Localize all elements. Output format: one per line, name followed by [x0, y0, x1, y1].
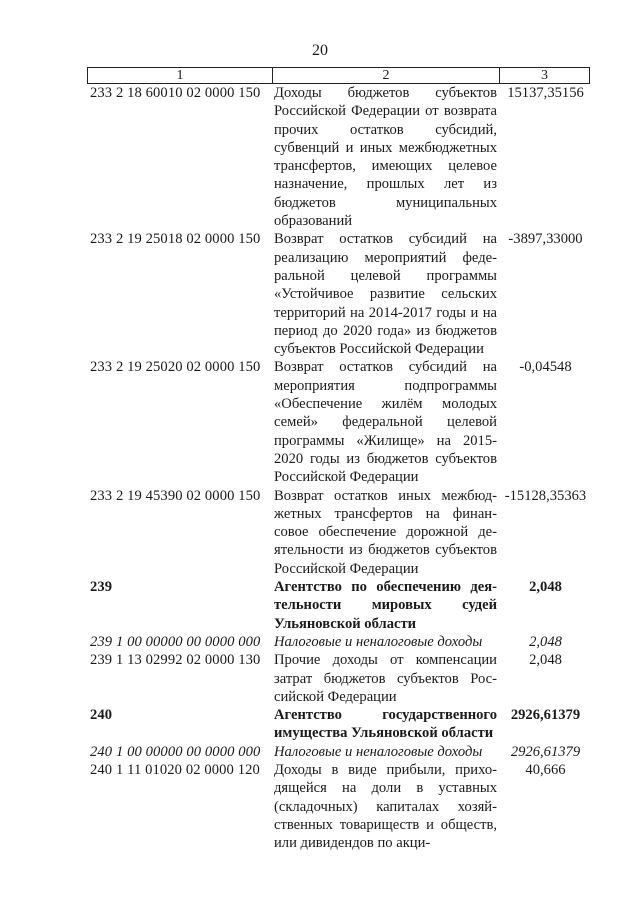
header-col-2: 2 [273, 68, 500, 83]
table-row-subtotal [87, 743, 592, 761]
row-code: 239 1 13 02992 02 0000 130 [90, 652, 261, 669]
row-amount: 15137,35156 [507, 85, 584, 101]
row-amount: -15128,35363 [504, 487, 587, 504]
row-code: 233 2 18 60010 02 0000 150 [90, 85, 261, 101]
row-name: Возврат остатков субсидий на реализацию мероприятий федеральной целевой программы «Устойчивое развитие сельских территорий на 2014-2017 годы и на период до 2020 года» из бюджетов субъектов Российской Федерации [274, 231, 497, 358]
row-amount: 2,048 [529, 579, 562, 596]
row-amount: 2,048 [529, 652, 562, 669]
row-code: 233 2 19 25018 02 0000 150 [90, 231, 261, 248]
table-row [87, 761, 592, 852]
row-name: Возврат остатков иных межбюджетных трансфертов на финансовое обеспечение дорожной деятельности из бюджетов субъектов Российской Федерации [274, 487, 497, 577]
header-col-1: 1 [88, 68, 273, 83]
table-row [87, 230, 592, 358]
table-row-section [87, 706, 592, 743]
row-amount: -0,04548 [519, 359, 572, 376]
header-col-3: 3 [541, 68, 548, 83]
row-name: Налоговые и неналоговые доходы [274, 743, 483, 760]
row-amount: -3897,33000 [508, 231, 583, 248]
row-code: 239 [90, 579, 113, 596]
row-code: 233 2 19 25020 02 0000 150 [90, 359, 261, 376]
row-amount: 2926,61379 [510, 743, 581, 760]
row-amount: 2926,61379 [510, 707, 581, 724]
table-row-section [87, 578, 592, 633]
row-name: Возврат остатков субсидий на мероприятия подпрограммы «Обеспечение жилём молодых семей» федеральной целевой программы «Жилище» на 2015-2020 годы из бюджетов субъектов Российской Федерации [274, 359, 497, 486]
row-name: Агентство по обеспечению деятельности мировых судей Ульяновской области [274, 579, 497, 632]
row-code: 239 1 00 00000 00 0000 000 [90, 633, 261, 650]
row-name: Агентство государственного имущества Ульяновской области [274, 707, 497, 742]
table-row-subtotal [87, 633, 592, 651]
table-row [87, 84, 592, 230]
table-body [87, 84, 592, 852]
row-code: 233 2 19 45390 02 0000 150 [90, 487, 261, 504]
row-amount: 2,048 [529, 633, 562, 650]
row-amount: 40,666 [525, 761, 566, 778]
row-name: Доходы в виде прибыли, приходящейся на доли в уставных (складочных) капиталах хозяйственных товариществ и обществ, или дивидендов по акци- [274, 761, 497, 852]
table-row [87, 358, 592, 486]
page-number: 20 [312, 42, 328, 59]
table-row [87, 651, 592, 706]
row-code: 240 1 11 01020 02 0000 120 [90, 761, 260, 778]
row-name: Прочие доходы от компенсации затрат бюджетов субъектов Российской Федерации [274, 652, 497, 705]
row-name: Доходы бюджетов субъектов Российской Федерации от возврата прочих остатков субсидий, субвенций и иных межбюджетных трансфертов, имеющих целевое назначение, прошлых лет из бюджетов муниципальных образований [274, 85, 497, 230]
table-header [87, 67, 590, 84]
row-name: Налоговые и неналоговые доходы [274, 633, 483, 650]
table-row [87, 487, 592, 578]
row-code: 240 [90, 707, 113, 724]
row-code: 240 1 00 00000 00 0000 000 [90, 743, 261, 760]
